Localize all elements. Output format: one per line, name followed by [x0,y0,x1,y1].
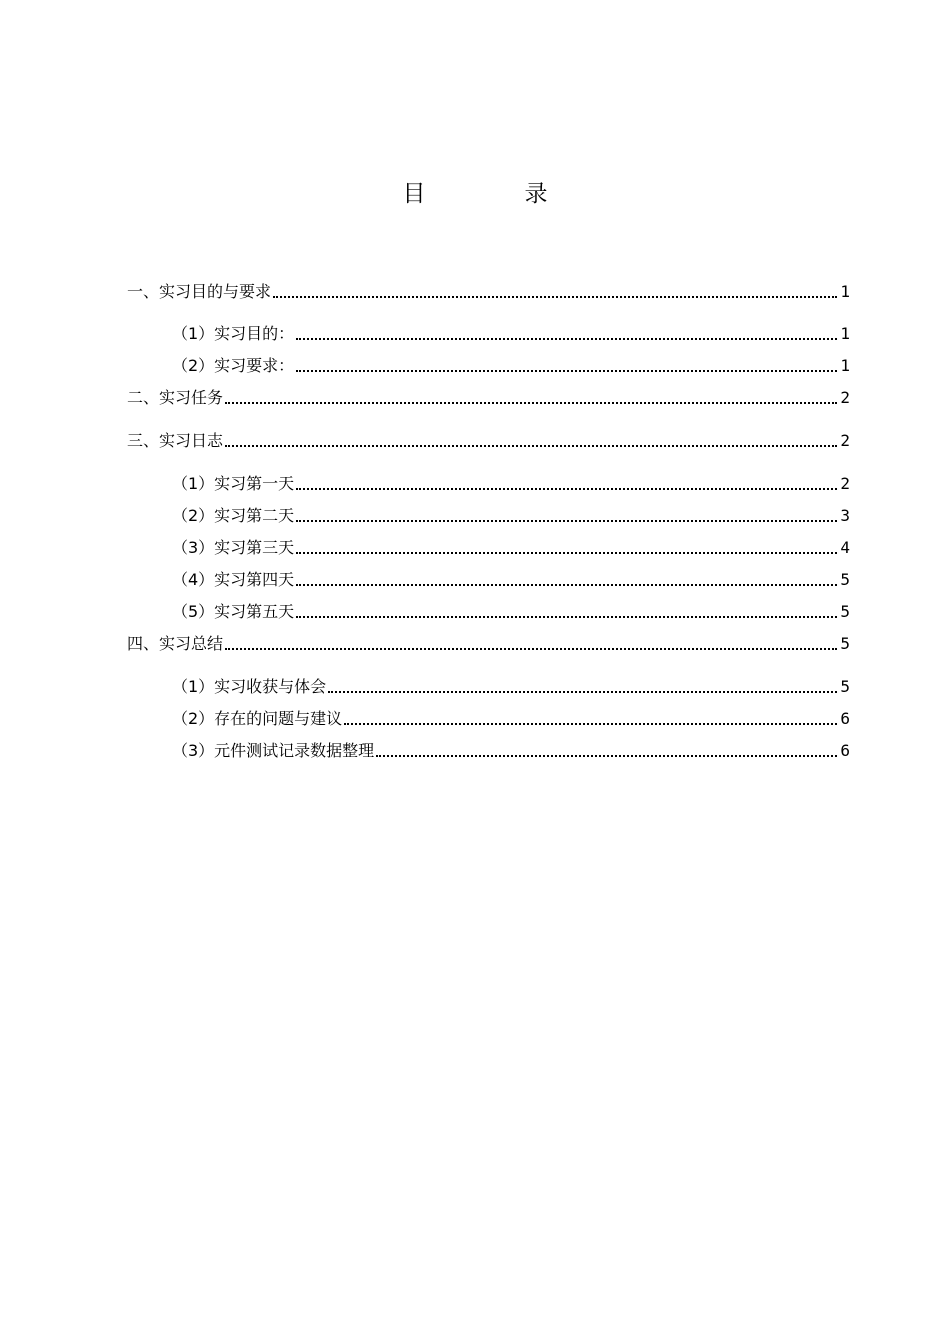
toc-page-number: 2 [840,431,850,450]
toc-entry[interactable] [172,740,850,762]
toc-dot-leader [225,445,837,447]
toc-dot-leader [296,338,837,340]
toc-dot-leader [296,370,837,372]
toc-entry-text: （1）实习收获与体会 [172,677,327,696]
toc-dot-leader [273,296,837,298]
toc-page-number: 5 [840,570,850,589]
toc-entry[interactable] [172,505,850,527]
toc-entry[interactable] [172,708,850,730]
toc-entry-text: （2）存在的问题与建议 [172,709,343,728]
toc-entry[interactable] [127,387,850,409]
toc-page-number: 2 [840,474,850,493]
toc-entry-text: 三、实习日志 [127,431,224,450]
toc-dot-leader [296,616,837,618]
toc-page-number: 5 [840,634,850,653]
toc-dot-leader [296,488,837,490]
toc-entry[interactable] [172,355,850,377]
toc-page-number: 1 [840,356,850,375]
toc-entry[interactable] [127,281,850,303]
toc-entry[interactable] [127,430,850,452]
toc-entry-text: （2）实习第二天 [172,506,295,525]
toc-entry[interactable] [172,601,850,623]
toc-entry[interactable] [172,473,850,495]
toc-dot-leader [296,584,837,586]
toc-entry-text: （5）实习第五天 [172,602,295,621]
toc-dot-leader [225,402,837,404]
toc-dot-leader [296,552,837,554]
toc-entry-text: （2）实习要求： [172,356,295,375]
toc-page-number: 6 [840,741,850,760]
toc-entry[interactable] [172,537,850,559]
toc-page-number: 5 [840,677,850,696]
toc-entry-text: 二、实习任务 [127,388,224,407]
toc-entry-text: （3）实习第三天 [172,538,295,557]
toc-page-number: 1 [840,324,850,343]
page-title: 目 录 [402,181,586,207]
toc-entry-text: （1）实习第一天 [172,474,295,493]
toc-entry-text: （1）实习目的： [172,324,295,343]
toc-entry-text: 一、实习目的与要求 [127,282,272,301]
toc-entry[interactable] [172,676,850,698]
toc-page-number: 2 [840,388,850,407]
toc-entry-text: （3）元件测试记录数据整理 [172,741,375,760]
toc-dot-leader [344,723,837,725]
toc-dot-leader [296,520,837,522]
toc-entry-text: 四、实习总结 [127,634,224,653]
toc-dot-leader [328,691,837,693]
toc-page-number: 5 [840,602,850,621]
toc-page-number: 3 [840,506,850,525]
toc-page-number: 6 [840,709,850,728]
toc-dot-leader [376,755,837,757]
toc-page-number: 1 [840,282,850,301]
toc-entry[interactable] [127,633,850,655]
toc-dot-leader [225,648,837,650]
toc-entry-text: （4）实习第四天 [172,570,295,589]
toc-entry[interactable] [172,569,850,591]
toc-page-number: 4 [840,538,850,557]
toc-entry[interactable] [172,323,850,345]
